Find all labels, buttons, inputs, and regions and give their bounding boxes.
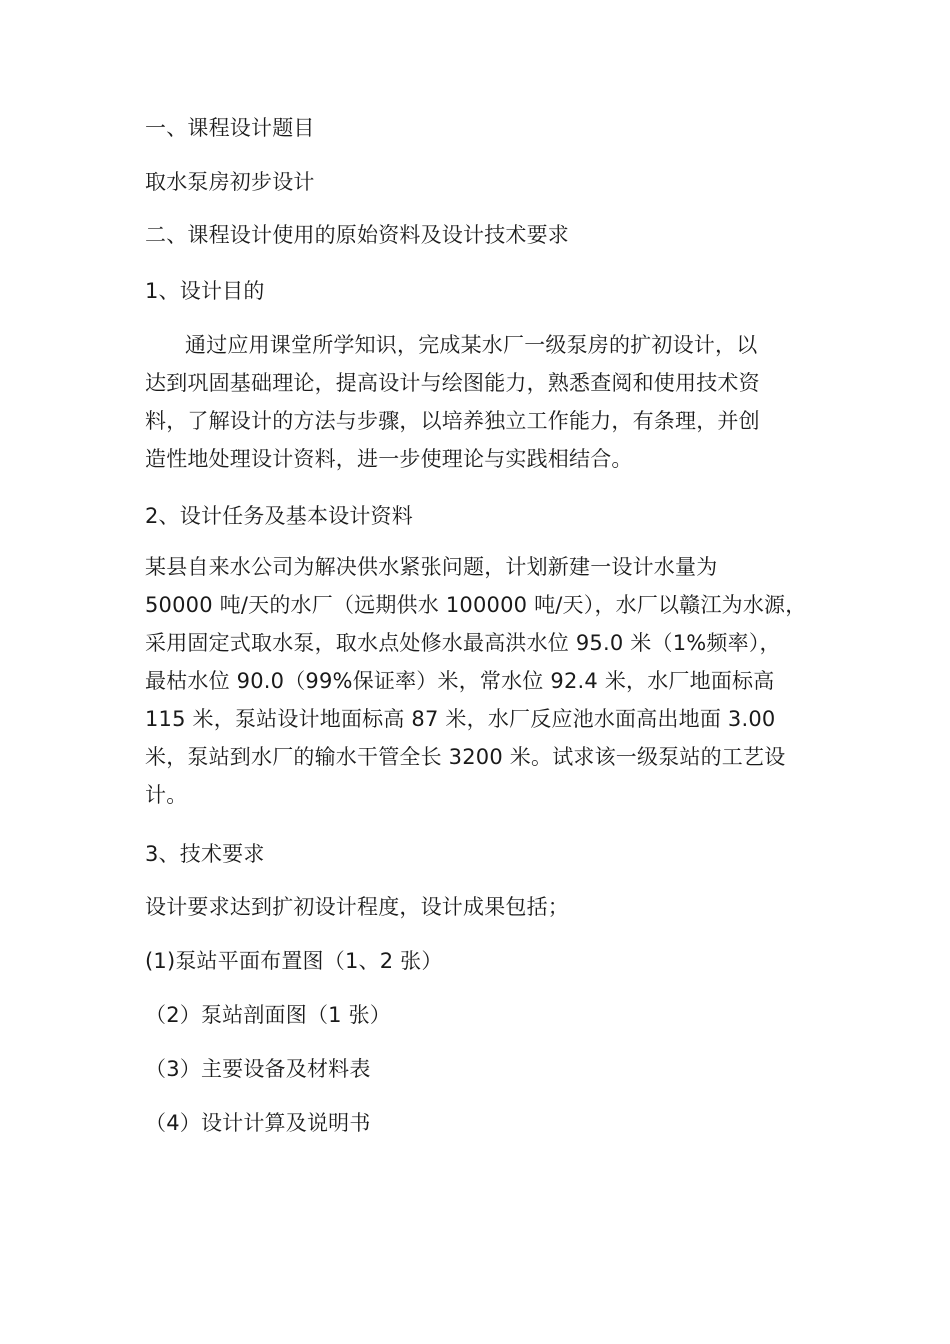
task-line: 计。: [145, 783, 188, 807]
task-line: 50000 吨/天的水厂（远期供水 100000 吨/天），水厂以赣江为水源，: [145, 593, 807, 617]
deliverable-item: (1)泵站平面布置图（1、2 张）: [145, 949, 443, 973]
purpose-line: 通过应用课堂所学知识，完成某水厂一级泵房的扩初设计，以: [185, 333, 758, 357]
section-heading-2: 二、课程设计使用的原始资料及设计技术要求: [145, 223, 569, 247]
deliverable-item: （4）设计计算及说明书: [145, 1111, 371, 1135]
design-subject: 取水泵房初步设计: [145, 170, 315, 194]
task-line: 米，泵站到水厂的输水干管全长 3200 米。试求该一级泵站的工艺设: [145, 745, 786, 769]
subsection-title-task: 2、设计任务及基本设计资料: [145, 504, 413, 528]
subsection-title-requirements: 3、技术要求: [145, 842, 265, 866]
purpose-line: 造性地处理设计资料，进一步使理论与实践相结合。: [145, 447, 633, 471]
purpose-line: 达到巩固基础理论，提高设计与绘图能力，熟悉查阅和使用技术资: [145, 371, 760, 395]
task-line: 某县自来水公司为解决供水紧张问题，计划新建一设计水量为: [145, 555, 718, 579]
section-heading-1: 一、课程设计题目: [145, 116, 315, 140]
task-line: 采用固定式取水泵，取水点处修水最高洪水位 95.0 米（1%频率），: [145, 631, 781, 655]
task-line: 最枯水位 90.0（99%保证率）米，常水位 92.4 米，水厂地面标高: [145, 669, 775, 693]
deliverable-item: （2）泵站剖面图（1 张）: [145, 1003, 391, 1027]
purpose-line: 料，了解设计的方法与步骤，以培养独立工作能力，有条理，并创: [145, 409, 760, 433]
subsection-title-purpose: 1、设计目的: [145, 279, 265, 303]
deliverable-item: （3）主要设备及材料表: [145, 1057, 371, 1081]
task-line: 115 米，泵站设计地面标高 87 米，水厂反应池水面高出地面 3.00: [145, 707, 776, 731]
task-paragraph: [145, 548, 815, 814]
requirements-intro: 设计要求达到扩初设计程度，设计成果包括；: [145, 895, 569, 919]
purpose-paragraph: [145, 326, 815, 478]
